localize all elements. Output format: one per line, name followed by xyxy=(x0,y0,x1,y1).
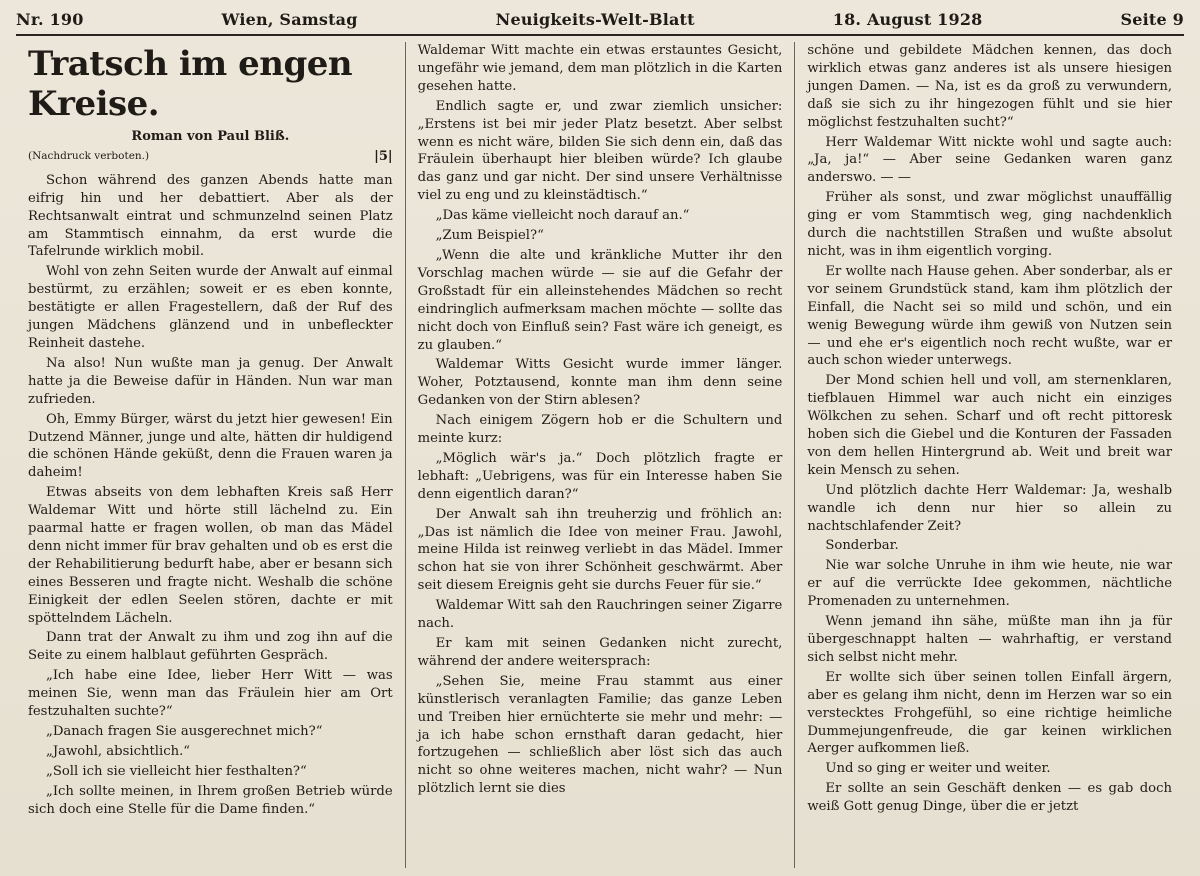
paragraph: „Jawohl, absichtlich.“ xyxy=(46,743,191,759)
paragraph: Er sollte an sein Geschäft denken — es gab doch weiß Gott genug Dinge, über die er jetzt xyxy=(807,781,1173,815)
issue-number: Nr. 190 xyxy=(16,10,84,29)
column-3 xyxy=(794,42,1184,868)
paragraph: Endlich sagte er, und zwar ziemlich unsicher: „Erstens ist bei mir jeder Platz besetzt. Aber selbst wenn es nicht wäre, bilden Sie sich denn ein, daß das Fräulein überhaupt hier bleiben würde? Ich glaube das ganz und gar nicht. Der sind unsere Verhältnisse viel zu eng und zu kleinstädtisch.“ xyxy=(417,98,783,204)
paragraph: „Zum Beispiel?“ xyxy=(435,228,544,244)
paragraph: Er kam mit seinen Gedanken nicht zurecht, während der andere weitersprach: xyxy=(417,636,783,669)
paragraph: Der Anwalt sah ihn treuherzig und fröhlich an: „Das ist nämlich die Idee von meiner Frau. Jawohl, meine Hilda ist reinweg verliebt in das Mädel. Immer schon hat sie von ihrer Schönheit geschwärmt. Aber seit diesem Ereignis geht sie durchs Feuer für sie.“ xyxy=(417,506,783,594)
paragraph: Wohl von zehn Seiten wurde der Anwalt auf einmal bestürmt, zu erzählen; soweit er es eben konnte, bestätigte er allen Fragestellern, daß der Ruf des jungen Mädchens glänzend und in unbefleckter Reinheit dastehe. xyxy=(28,264,393,351)
column-3-body xyxy=(807,42,1172,816)
installment-number: |5| xyxy=(374,148,393,164)
paragraph: Und so ging er weiter und weiter. xyxy=(825,761,1051,777)
paragraph: „Ich habe eine Idee, lieber Herr Witt — was meinen Sie, wenn man das Fräulein hier am Ort festzuhalten suchte?“ xyxy=(28,668,393,720)
paper-name: Neuigkeits-Welt-Blatt xyxy=(495,10,695,29)
column-2-body xyxy=(418,42,783,798)
paragraph: Schon während des ganzen Abends hatte man eifrig hin und her debattiert. Aber als der Rechtsanwalt eintrat und schmunzelnd seinen Platz am Stammtisch einnahm, da erst wurde die Tafelrunde wirklich mobil. xyxy=(28,172,393,260)
paragraph: Wenn jemand ihn sähe, müßte man ihn ja für übergeschnappt halten — wahrhaftig, er verstand sich selbst nicht mehr. xyxy=(807,614,1173,665)
paragraph: Etwas abseits von dem lebhaften Kreis saß Herr Waldemar Witt und hörte still lächelnd zu. Ein paarmal hatte er fragen wollen, ob man das Mädel denn nicht immer für brav gehalten und ob es erst die der Rehabilitierung bedurft habe, aber er besann sich eines Besseren und fragte nicht. Weshalb die schöne Einigkeit der edlen Seelen stören, dachte er mit spöttelndem Lächeln. xyxy=(28,485,393,626)
paragraph: Er wollte nach Hause gehen. Aber sonderbar, als er vor seinem Grundstück stand, kam ihm plötzlich der Einfall, die Nacht sei so mild und schön, und ein wenig Bewegung würde ihm gewiß von Nutzen sein — und ehe er's eigentlich noch recht wußte, war er auch schon wieder unterwegs. xyxy=(807,263,1173,369)
paragraph: Waldemar Witt machte ein etwas erstauntes Gesicht, ungefähr wie jemand, dem man plötzlich in die Karten gesehen hatte. xyxy=(417,43,783,94)
article-title: Tratsch im engen Kreise. xyxy=(28,44,353,124)
paragraph: Nach einigem Zögern hob er die Schultern und meinte kurz: xyxy=(417,413,783,447)
paragraph: Und plötzlich dachte Herr Waldemar: Ja, weshalb wandle ich denn nur hier so allein zu nachtschlafender Zeit? xyxy=(807,482,1173,534)
paragraph: Er wollte sich über seinen tollen Einfall ärgern, aber es gelang ihm nicht, denn im Herzen war so ein verstecktes Frohgefühl, so eine richtige heimliche Dummejungenfreude, die gar keinen wirklichen Aerger aufkommen ließ. xyxy=(807,669,1173,757)
paragraph: Waldemar Witts Gesicht wurde immer länger. Woher, Potztausend, konnte man ihm denn seine Gedanken von der Stirn ablesen? xyxy=(417,357,783,409)
paragraph: „Soll ich sie vielleicht hier festhalten?“ xyxy=(46,763,307,779)
article-byline: Roman von Paul Bliß. xyxy=(131,129,290,144)
page-number: Seite 9 xyxy=(1120,10,1184,29)
paragraph: Früher als sonst, und zwar möglichst unauffällig ging er vom Stammtisch weg, ging nachdenklich durch die nachtstillen Straßen und wußte absolut nicht, was in ihm eigentlich vorging. xyxy=(807,190,1173,259)
paragraph: „Sehen Sie, meine Frau stammt aus einer künstlerisch veranlagten Familie; das ganze Leben und Treiben hier ernüchterte sie mehr und mehr: — ja ich habe schon ernsthaft daran gedacht, hier fortzugehen — schließlich aber löst sich das auch nicht so ohne weiteres machen, nicht wahr? — Nun plötzlich lernt sie dies xyxy=(417,673,783,797)
paragraph: schöne und gebildete Mädchen kennen, das doch wirklich etwas ganz anderes ist als unsere hiesigen jungen Damen. — Na, ist es da groß zu verwundern, daß sie sich zu ihr hingezogen fühlt und sie hier möglichst festzuhalten sucht?“ xyxy=(807,43,1173,130)
column-1-body xyxy=(28,172,393,819)
column-1 xyxy=(16,42,405,868)
masthead-rule xyxy=(16,34,1184,36)
paragraph: Dann trat der Anwalt zu ihm und zog ihn auf die Seite zu einem halblaut geführten Gespräch. xyxy=(28,630,393,664)
paragraph: „Möglich wär's ja.“ Doch plötzlich fragte er lebhaft: „Uebrigens, was für ein Interesse haben Sie denn eigentlich daran?“ xyxy=(417,450,783,502)
paragraph: Der Mond schien hell und voll, am sternenklaren, tiefblauen Himmel war auch nicht ein einziges Wölkchen zu sehen. Scharf und oft recht pittoresk hoben sich die Giebel und die Konturen der Fassaden von dem hellen Hintergrund ab. Weit und breit war kein Mensch zu sehen. xyxy=(807,373,1173,478)
article-columns xyxy=(16,42,1184,868)
paragraph: Nie war solche Unruhe in ihm wie heute, nie war er auf die verrückte Idee gekommen, nächtliche Promenaden zu unternehmen. xyxy=(807,558,1173,610)
paragraph: Waldemar Witt sah den Rauchringen seiner Zigarre nach. xyxy=(417,598,783,632)
paragraph: Oh, Emmy Bürger, wärst du jetzt hier gewesen! Ein Dutzend Männer, junge und alte, hätten dir huldigend die schönen Hände geküßt, denn die Frauen waren ja daheim! xyxy=(28,411,393,481)
paragraph: Herr Waldemar Witt nickte wohl und sagte auch: „Ja, ja!“ — Aber seine Gedanken waren ganz anderswo. — — xyxy=(807,134,1173,186)
masthead xyxy=(16,6,1184,34)
issue-date: 18. August 1928 xyxy=(832,10,983,29)
paragraph: „Wenn die alte und kränkliche Mutter ihr den Vorschlag machen würde — sie auf die Gefahr der Großstadt für ein alleinstehendes Mädchen so recht eindringlich aufmerksam machen möchte — sollte das nicht doch von Einfluß sein? Fast wäre ich geneigt, es zu glauben.“ xyxy=(417,247,783,353)
paragraph: Na also! Nun wußte man ja genug. Der Anwalt hatte ja die Beweise dafür in Händen. Nun war man zufrieden. xyxy=(28,355,393,407)
paragraph: „Ich sollte meinen, in Ihrem großen Betrieb würde sich doch eine Stelle für die Dame finden.“ xyxy=(28,783,393,817)
reprint-notice: (Nachdruck verboten.) xyxy=(28,149,150,162)
paragraph: „Das käme vielleicht noch darauf an.“ xyxy=(435,208,690,224)
place-day: Wien, Samstag xyxy=(221,10,358,29)
article-meta xyxy=(28,148,393,166)
paragraph: Sonderbar. xyxy=(825,538,899,554)
column-2 xyxy=(405,42,795,868)
paragraph: „Danach fragen Sie ausgerechnet mich?“ xyxy=(46,724,323,739)
